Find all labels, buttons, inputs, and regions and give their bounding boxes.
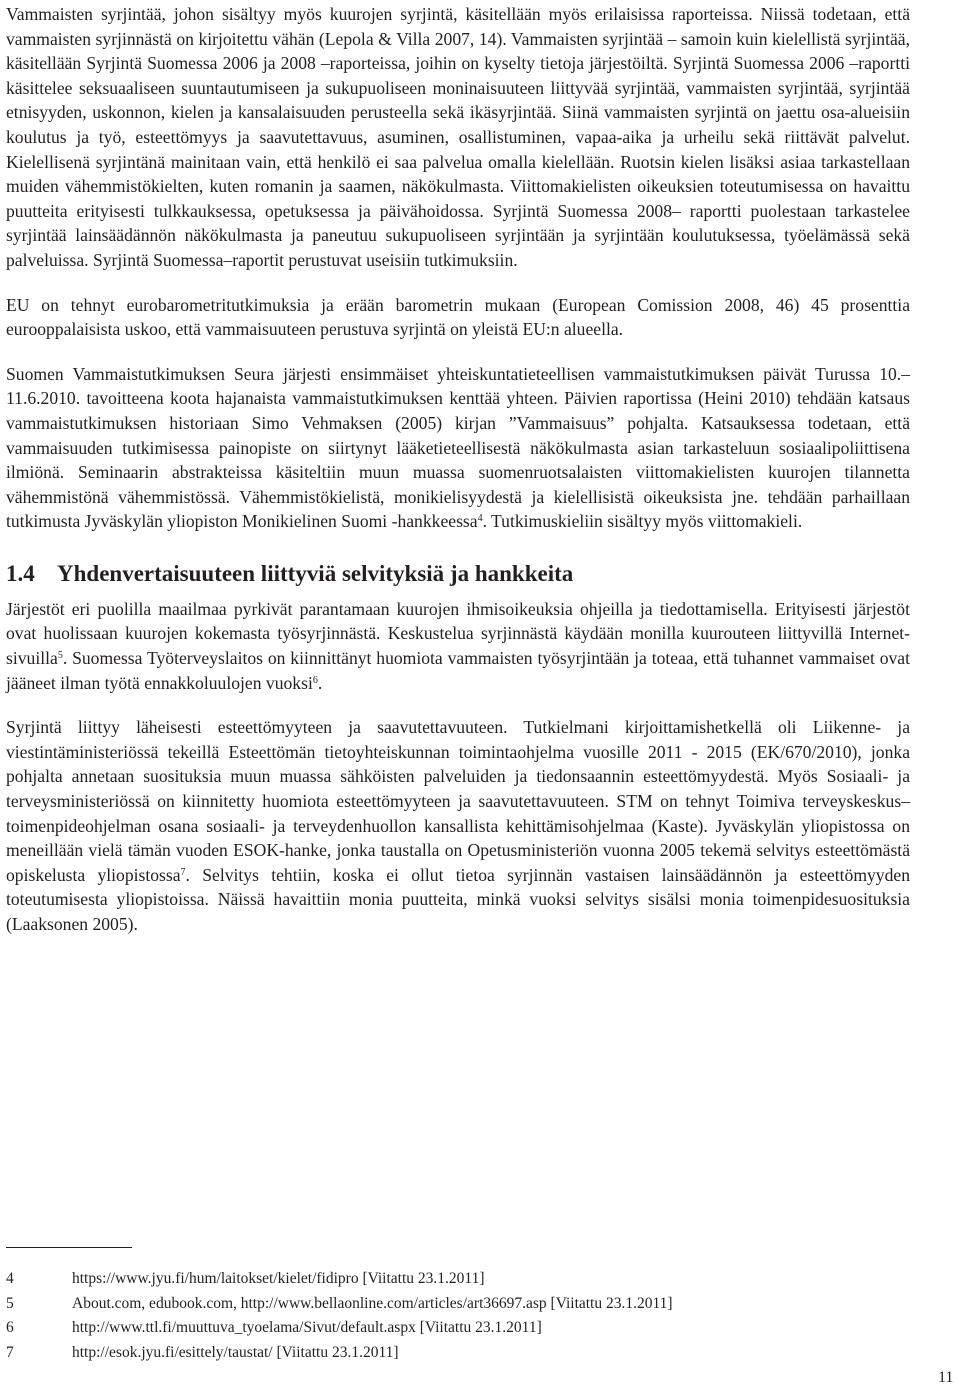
page-body xyxy=(6,0,910,937)
footnote-number: 6 xyxy=(6,1319,14,1336)
footnote-item xyxy=(6,1316,906,1341)
footnote-ref-7[interactable]: 7 xyxy=(180,866,186,878)
paragraph-text: Syrjintä liittyy läheisesti esteettömyyteen ja saavutettavuuteen. Tutkielmani kirjoittamishetkellä oli Liikenne- ja viestintäministeriössä tekeillä Esteettömän tietoyhteiskunnan toimintaohjelma vuosille 2011 - 2015 (EK/670/2010), jonka pohjalta annetaan suosituksia muun muassa sähköisten palveluiden ja tiedonsaannin esteettömyydestä. Myös Sosiaali- ja terveysministeriössä on kiinnitetty huomiota esteettömyyteen ja saavutettavuuteen. STM on tehnyt Toimiva terveyskeskus– toimenpideohjelman osana sosiaali- ja terveydenhuollon kansallista kehittämisohjelmaa (Kaste). Jyväskylän yliopistossa on meneillään vielä tämän vuoden ESOK-hanke, jonka taustalla on Opetusministeriön vuonna 2005 tekemä selvitys esteettömästä opiskelusta yliopistossa xyxy=(6,717,910,885)
footnote-ref-6[interactable]: 6 xyxy=(312,674,318,686)
footnote-link[interactable]: http://www.ttl.fi/muuttuva_tyoelama/Sivut/default.aspx [Viitattu 23.1.2011] xyxy=(72,1319,542,1336)
paragraph-syrjinta-raportit xyxy=(6,2,910,273)
paragraph-text: Suomen Vammaistutkimuksen Seura järjesti ensimmäiset yhteiskuntatieteellisen vammaistutkimuksen päivät Turussa 10.–11.6.2010. tavoitteena koota hajanaista vammaistutkimuksen kenttää yhteen. Päivien raportissa (Heini 2010) tehdään katsaus vammaistutkimuksen historiaan Simo Vehmaksen (2005) kirjan ”Vammaisuus” pohjalta. Katsauksessa todetaan, että vammaisuuden tutkimisessa painopiste on siirtynyt lääketieteellisestä näkökulmasta asian tarkasteluun sosiaalipoliittisena ilmiönä. Seminaarin abstrakteissa käsiteltiin muun muassa suomenruotsalaisten viittomakielisten kuurojen tilannetta vähemmistönä vähemmistössä. Vähemmistökielistä, monikielisyydestä ja kielellisistä oikeuksista jne. tehdään parhaillaan tutkimusta Jyväskylän yliopiston Monikielinen Suomi -hankkeessa xyxy=(6,363,910,532)
paragraph-text: Järjestöt eri puolilla maailmaa pyrkivät parantamaan kuurojen ihmisoikeuksia ohjeilla ja tiedottamisella. Erityisesti järjestöt ovat huolissaan kuurojen kokemasta työsyrjinnästä. Keskustelua syrjinnästä käydään monilla kuurouteen liittyvillä Internet-sivuilla xyxy=(6,598,910,669)
footnote-link[interactable]: https://www.jyu.fi/hum/laitokset/kielet/fidipro [Viitattu 23.1.2011] xyxy=(72,1270,485,1287)
section-heading xyxy=(6,560,910,588)
page-number: 11 xyxy=(938,1369,954,1386)
footnote-link[interactable]: http://esok.jyu.fi/esittely/taustat/ [Viitattu 23.1.2011] xyxy=(72,1343,399,1361)
footnote-number: 5 xyxy=(6,1294,14,1312)
paragraph-text: . xyxy=(317,672,323,693)
paragraph-text: Vammaisten syrjintää, johon sisältyy myös kuurojen syrjintä, käsitellään myös erilaisissa raporteissa. Niissä todetaan, että vammaisten syrjinnästä on kirjoitettu vähän (Lepola & Villa 2007, 14). Vammaisten syrjintää – samoin kuin kielellistä syrjintää, käsitellään Syrjintä Suomessa 2006 ja 2008 –raporteissa, joihin on kyselty tietoja järjestöiltä. Syrjintä Suomessa 2006 –raportti käsittelee seksuaaliseen suuntautumiseen ja sukupuoliseen moninaisuuteen liittyvää syrjintää, vammaisten syrjintää, syrjintää etnisyyden, uskonnon, kielen ja kansalaisuuden perusteella sekä ikäsyrjintää. Siinä vammaisten syrjintä on jaettu osa-alueisiin koulutus ja työ, esteettömyys ja saavutettavuus, asuminen, osallistuminen, vapaa-aika ja urheilu sekä riittävät palvelut. Kielellisenä syrjintänä mainitaan vain, että henkilö ei saa palvelua omalla kielellään. Ruotsin kielen lisäksi asiaa tarkastellaan muiden vähemmistökielten, kuten romanin ja saamen, näkökulmasta. Viittomakielisten oikeuksien toteutumisessa on havaittu puutteita erityisesti tulkkauksessa, opetuksessa ja päivähoidossa. Syrjintä Suomessa 2008– raportti puolestaan tarkastelee syrjintää lainsäädännön näkökulmasta ja paneutuu sukupuoliseen syrjintään ja syrjintään koulutuksessa, työelämässä sekä palveluissa. Syrjintä Suomessa–raportit perustuvat useisiin tutkimuksiin. xyxy=(6,4,910,270)
footnotes xyxy=(6,1267,906,1365)
paragraph-text: . Tutkimuskieliin sisältyy myös viittomakieli. xyxy=(482,511,803,532)
paragraph-esteettomyys xyxy=(6,715,910,936)
paragraph-text: EU on tehnyt eurobarometritutkimuksia ja erään barometrin mukaan (European Comission 2008, 46) 45 prosenttia eurooppalaisista uskoo, että vammaisuuteen perustuva syrjintä on yleistä EU:n alueella. xyxy=(6,294,910,340)
footnote-number: 7 xyxy=(6,1343,14,1361)
section-number: 1.4 xyxy=(6,560,35,586)
footnote-link[interactable]: About.com, edubook.com, http://www.bellaonline.com/articles/art36697.asp [Viitattu 23.1.2011] xyxy=(72,1294,673,1312)
paragraph-text: . Selvitys tehtiin, koska ei ollut tietoa syrjinnän vastaisen lainsäädännön ja esteettömyyden toteutumisesta yliopistoissa. Näissä havaittiin monia puutteita, minkä vuoksi selvitys sisälsi monia toimenpidesuosituksia (Laaksonen 2005). xyxy=(6,864,910,934)
paragraph-text: . Suomessa Työterveyslaitos on kiinnittänyt huomiota vammaisten työsyrjintään ja toteaa, että tuhannet vammaiset ovat jääneet ilman työtä ennakkoluulojen vuoksi xyxy=(6,648,910,693)
footnote-number: 4 xyxy=(6,1270,14,1287)
footnote-divider xyxy=(6,1247,132,1248)
paragraph-jarjestot xyxy=(6,597,910,695)
footnote-item xyxy=(6,1341,906,1366)
footnote-ref-4[interactable]: 4 xyxy=(477,513,483,525)
paragraph-eurobarometri xyxy=(6,293,910,342)
footnote-item xyxy=(6,1292,906,1317)
footnote-item xyxy=(6,1267,906,1292)
paragraph-vammaistutkimus xyxy=(6,362,910,534)
section-title: Yhdenvertaisuuteen liittyviä selvityksiä ja hankkeita xyxy=(57,560,574,586)
footnote-ref-5[interactable]: 5 xyxy=(57,650,63,662)
